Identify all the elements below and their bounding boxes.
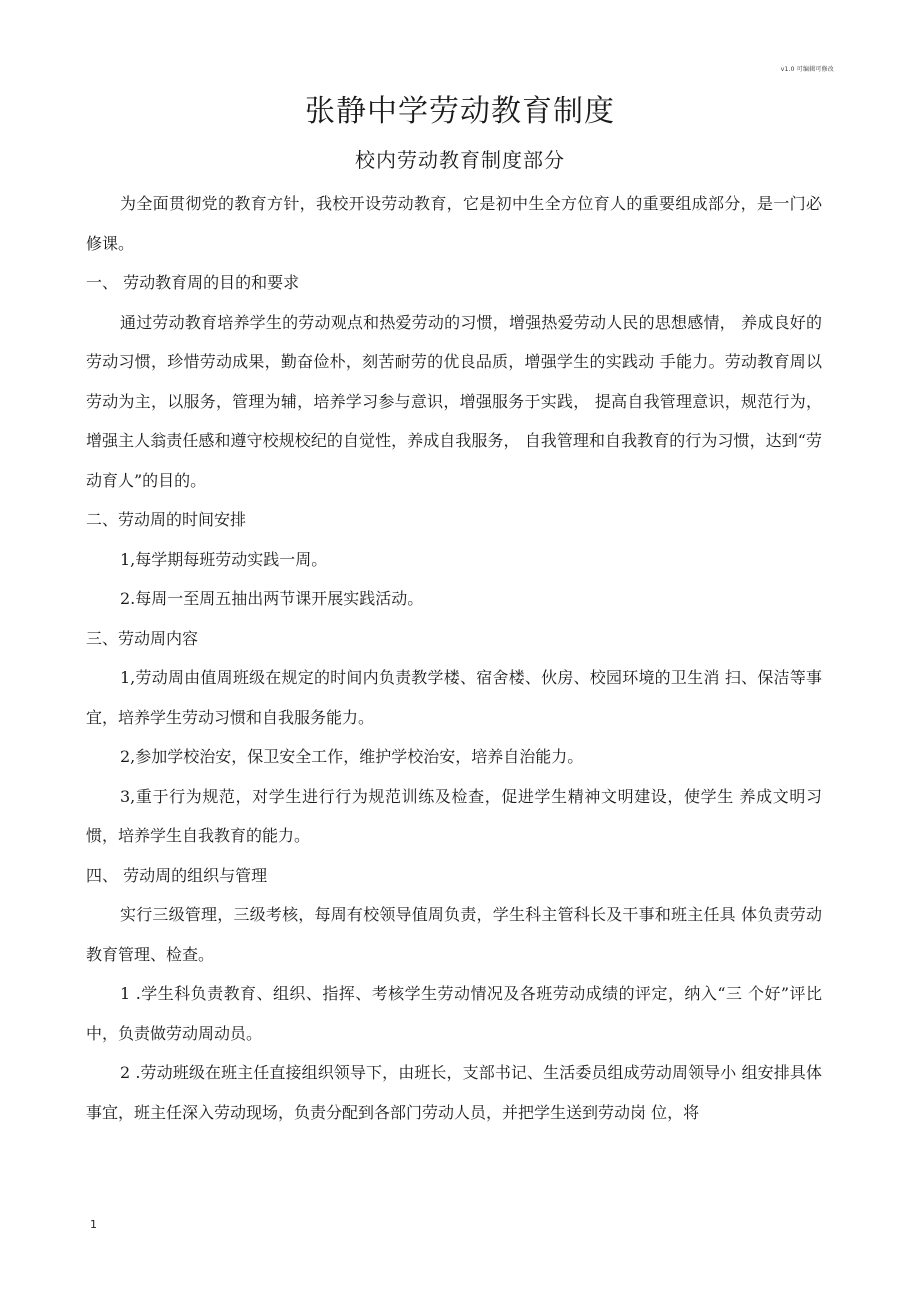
section-heading: 四、 劳动周的组织与管理 <box>86 865 268 885</box>
paragraph: 通过劳动教育培养学生的劳动观点和热爱劳动的习惯，增强热爱劳动人民的思想感情， 养成良好的劳动习惯，珍惜劳动成果，勤奋俭朴，刻苦耐劳的优良品质，增强学生的实践动 手能力。劳动教育周以劳动为主，以服务，管理为辅，培养学习参与意识，增强服务于实践， 提高自我管理意识，规范行为，增强主人翁责任感和遵守校规校纪的自觉性，养成自我服务， 自我管理和自我教育的行为习惯，达到“劳动育人”的目的。 <box>86 312 822 490</box>
section-heading: 一、 劳动教育周的目的和要求 <box>86 273 300 292</box>
page-title: 张静中学劳动教育制度 <box>305 94 615 129</box>
document-body <box>86 184 822 1132</box>
list-item: 1,劳动周由值周班级在规定的时间内负责教学楼、宿舍楼、伙房、校园环境的卫生消 扫、保洁等事宜，培养学生劳动习惯和自我服务能力。 <box>86 668 822 727</box>
version-note: v1.0 可编辑可修改 <box>780 66 834 73</box>
page-subtitle: 校内劳动教育制度部分 <box>355 148 565 172</box>
paragraph: 实行三级管理，三级考核，每周有校领导值周负责，学生科主管科长及干事和班主任具 体负责劳动教育管理、检查。 <box>86 905 822 964</box>
list-item: 1 .学生科负责教育、组织、指挥、考核学生劳动情况及各班劳动成绩的评定，纳入“三 个好”评比中，负责做劳动周动员。 <box>86 984 822 1043</box>
page-number: 1 <box>90 1218 97 1231</box>
section-heading: 二、劳动周的时间安排 <box>86 510 247 529</box>
list-item: 1,每学期每班劳动实践一周。 <box>120 549 328 569</box>
list-item: 2 .劳动班级在班主任直接组织领导下，由班长，支部书记、生活委员组成劳动周领导小 组安排具体事宜，班主任深入劳动现场，负责分配到各部门劳动人员，并把学生送到劳动岗 位，将 <box>86 1063 822 1122</box>
list-item: 3,重于行为规范，对学生进行行为规范训练及检查，促进学生精神文明建设，使学生 养成文明习惯，培养学生自我教育的能力。 <box>86 786 822 845</box>
list-item: 2,参加学校治安，保卫安全工作，维护学校治安，培养自治能力。 <box>120 747 584 766</box>
section-heading: 三、劳动周内容 <box>86 628 199 648</box>
paragraph: 为全面贯彻党的教育方针，我校开设劳动教育，它是初中生全方位育人的重要组成部分，是一门必修课。 <box>86 194 822 253</box>
list-item: 2.每周一至周五抽出两节课开展实践活动。 <box>120 589 424 608</box>
